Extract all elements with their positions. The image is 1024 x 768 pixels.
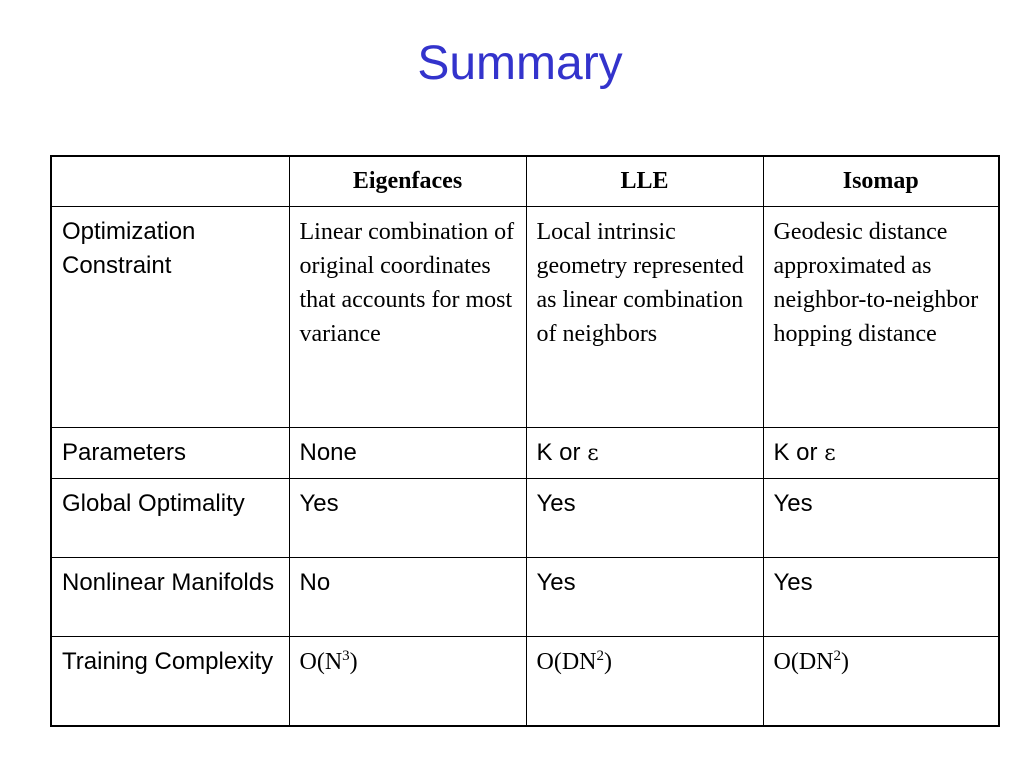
- cell-isomap-parameters: [763, 427, 999, 478]
- row-label-training-complexity: Training Complexity: [51, 636, 289, 726]
- complexity-close: ): [349, 648, 358, 675]
- header-lle: LLE: [526, 156, 763, 206]
- summary-table: [50, 155, 1000, 727]
- complexity-base: O(DN: [536, 648, 597, 675]
- row-label-optimization: Optimization Constraint: [51, 206, 289, 427]
- epsilon-symbol: ε: [587, 440, 599, 466]
- complexity-base: O(N: [299, 648, 343, 675]
- complexity-exponent: 2: [596, 647, 604, 664]
- row-label-nonlinear-manifolds: Nonlinear Manifolds: [51, 557, 289, 636]
- table-row: [51, 427, 999, 478]
- page-title: Summary: [417, 37, 623, 90]
- row-label-global-optimality: Global Optimality: [51, 478, 289, 557]
- cell-eigenfaces-optimization: Linear combination of original coordinates that accounts for most variance: [289, 206, 526, 427]
- table-row: [51, 478, 999, 557]
- complexity-close: ): [604, 648, 612, 675]
- cell-isomap-training: [763, 636, 999, 726]
- cell-lle-parameters: [526, 427, 763, 478]
- cell-eigenfaces-parameters: None: [289, 427, 526, 478]
- table-row: [51, 636, 999, 726]
- complexity-exponent: 3: [342, 647, 350, 664]
- header-isomap: Isomap: [763, 156, 999, 206]
- table-row: [51, 206, 999, 427]
- cell-isomap-optimization: Geodesic distance approximated as neighbor-to-neighbor hopping distance: [763, 206, 999, 427]
- cell-eigenfaces-training: [289, 636, 526, 726]
- cell-lle-training: [526, 636, 763, 726]
- cell-lle-global: Yes: [526, 478, 763, 557]
- table-header-row: [51, 156, 999, 206]
- header-empty-cell: [51, 156, 289, 206]
- epsilon-symbol: ε: [824, 440, 836, 466]
- cell-lle-optimization: Local intrinsic geometry represented as linear combination of neighbors: [526, 206, 763, 427]
- table-row: [51, 557, 999, 636]
- complexity-close: ): [841, 648, 849, 675]
- complexity-exponent: 2: [833, 647, 841, 664]
- isomap-parameters-text: K or: [773, 438, 825, 466]
- complexity-base: O(DN: [773, 648, 834, 675]
- cell-eigenfaces-global: Yes: [289, 478, 526, 557]
- cell-isomap-global: Yes: [763, 478, 999, 557]
- lle-parameters-text: K or: [536, 438, 588, 466]
- header-eigenfaces: Eigenfaces: [289, 156, 526, 206]
- row-label-parameters: Parameters: [51, 427, 289, 478]
- cell-isomap-nonlinear: Yes: [763, 557, 999, 636]
- cell-eigenfaces-nonlinear: No: [289, 557, 526, 636]
- cell-lle-nonlinear: Yes: [526, 557, 763, 636]
